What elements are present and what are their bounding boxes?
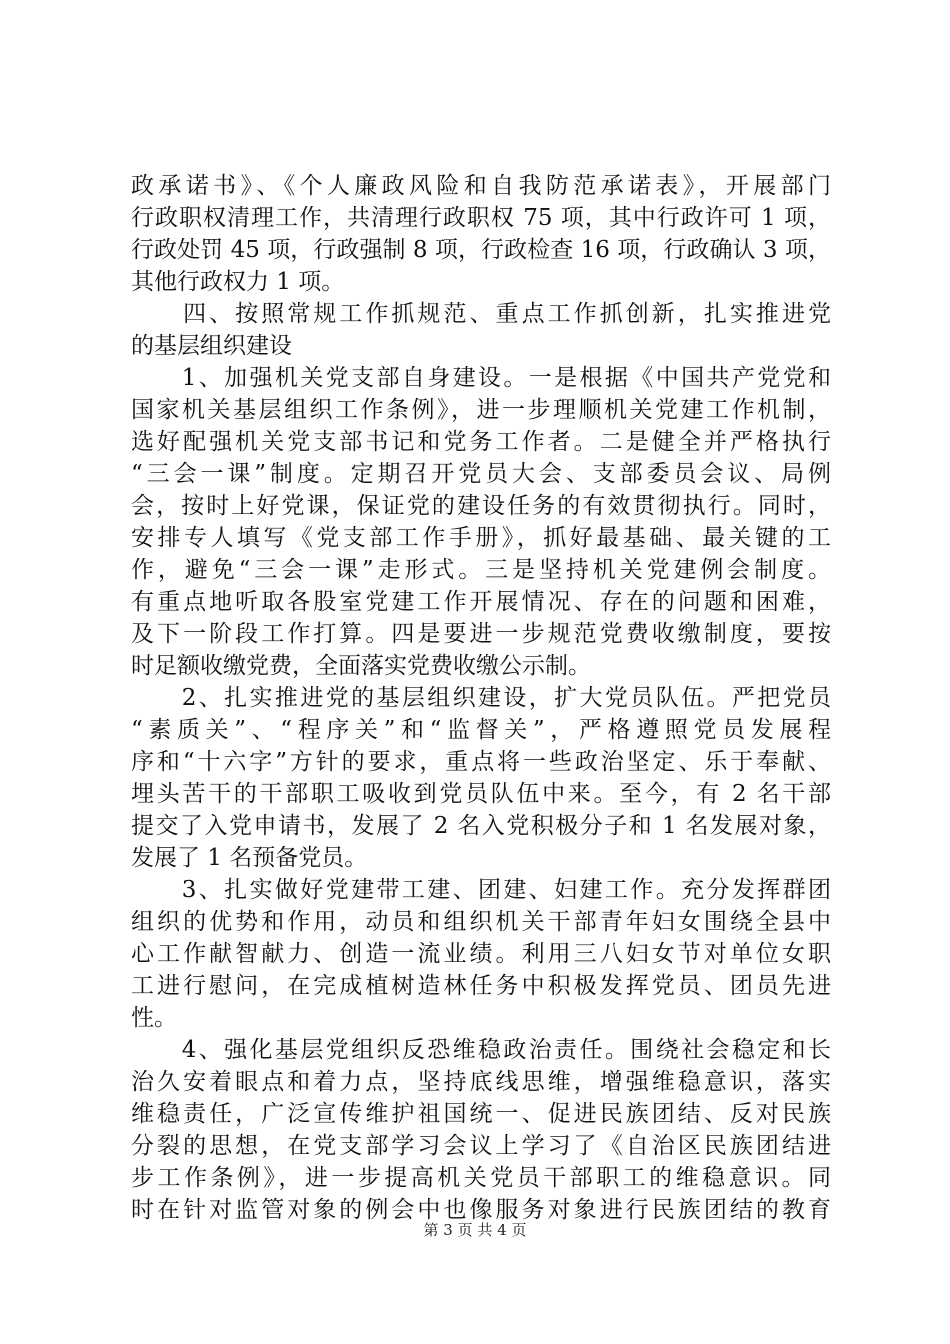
text-line: 的基层组织建设 bbox=[131, 333, 292, 359]
text-line: 作，避免“三会一课”走形式。三是坚持机关党建例会制度。 bbox=[131, 557, 831, 583]
text-line: 选好配强机关党支部书记和党务工作者。二是健全并严格执行 bbox=[131, 429, 831, 455]
text-line: 时在针对监管对象的例会中也像服务对象进行民族团结的教育 bbox=[131, 1197, 831, 1223]
text-line: 政承诺书》、《个人廉政风险和自我防范承诺表》，开展部门 bbox=[131, 173, 831, 199]
text-line: 性。 bbox=[131, 1005, 177, 1031]
text-line: 序和“十六字”方针的要求，重点将一些政治坚定、乐于奉献、 bbox=[131, 749, 831, 775]
text-line: 发展了 1 名预备党员。 bbox=[131, 845, 368, 871]
text-line: 3、扎实做好党建带工建、团建、妇建工作。充分发挥群团 bbox=[131, 877, 831, 903]
document-body bbox=[131, 170, 831, 1226]
text-line: 行政处罚 45 项，行政强制 8 项，行政检查 16 项，行政确认 3 项， bbox=[131, 237, 831, 263]
text-line: 行政职权清理工作，共清理行政职权 75 项，其中行政许可 1 项， bbox=[131, 205, 831, 231]
text-line: 时足额收缴党费，全面落实党费收缴公示制。 bbox=[131, 653, 591, 679]
text-line: 埋头苦干的干部职工吸收到党员队伍中来。至今，有 2 名干部 bbox=[131, 781, 831, 807]
text-line: 安排专人填写《党支部工作手册》，抓好最基础、最关键的工 bbox=[131, 525, 831, 551]
text-line: 提交了入党申请书，发展了 2 名入党积极分子和 1 名发展对象， bbox=[131, 813, 831, 839]
page-footer: 第 3 页 共 4 页 bbox=[423, 1221, 527, 1239]
text-line: 4、强化基层党组织反恐维稳政治责任。围绕社会稳定和长 bbox=[131, 1037, 831, 1063]
text-line: 国家机关基层组织工作条例》，进一步理顺机关党建工作机制， bbox=[131, 397, 831, 423]
text-line: “三会一课”制度。定期召开党员大会、支部委员会议、局例 bbox=[131, 461, 831, 487]
text-line: 四、按照常规工作抓规范、重点工作抓创新，扎实推进党 bbox=[131, 301, 831, 327]
text-line: 2、扎实推进党的基层组织建设，扩大党员队伍。严把党员 bbox=[131, 685, 831, 711]
text-line: 1、加强机关党支部自身建设。一是根据《中国共产党党和 bbox=[131, 365, 831, 391]
text-line: 心工作献智献力、创造一流业绩。利用三八妇女节对单位女职 bbox=[131, 941, 831, 967]
text-line: 步工作条例》，进一步提高机关党员干部职工的维稳意识。同 bbox=[131, 1165, 831, 1191]
text-line: 工进行慰问，在完成植树造林任务中积极发挥党员、团员先进 bbox=[131, 973, 831, 999]
text-line: 会，按时上好党课，保证党的建设任务的有效贯彻执行。同时， bbox=[131, 493, 831, 519]
text-line: 及下一阶段工作打算。四是要进一步规范党费收缴制度，要按 bbox=[131, 621, 831, 647]
text-line: “素质关”、“程序关”和“监督关”，严格遵照党员发展程 bbox=[131, 717, 831, 743]
text-line: 其他行政权力 1 项。 bbox=[131, 269, 345, 295]
text-line: 分裂的思想，在党支部学习会议上学习了《自治区民族团结进 bbox=[131, 1133, 831, 1159]
text-line: 维稳责任，广泛宣传维护祖国统一、促进民族团结、反对民族 bbox=[131, 1101, 831, 1127]
text-line: 组织的优势和作用，动员和组织机关干部青年妇女围绕全县中 bbox=[131, 909, 831, 935]
text-line: 治久安着眼点和着力点，坚持底线思维，增强维稳意识，落实 bbox=[131, 1069, 831, 1095]
text-line: 有重点地听取各股室党建工作开展情况、存在的问题和困难， bbox=[131, 589, 831, 615]
